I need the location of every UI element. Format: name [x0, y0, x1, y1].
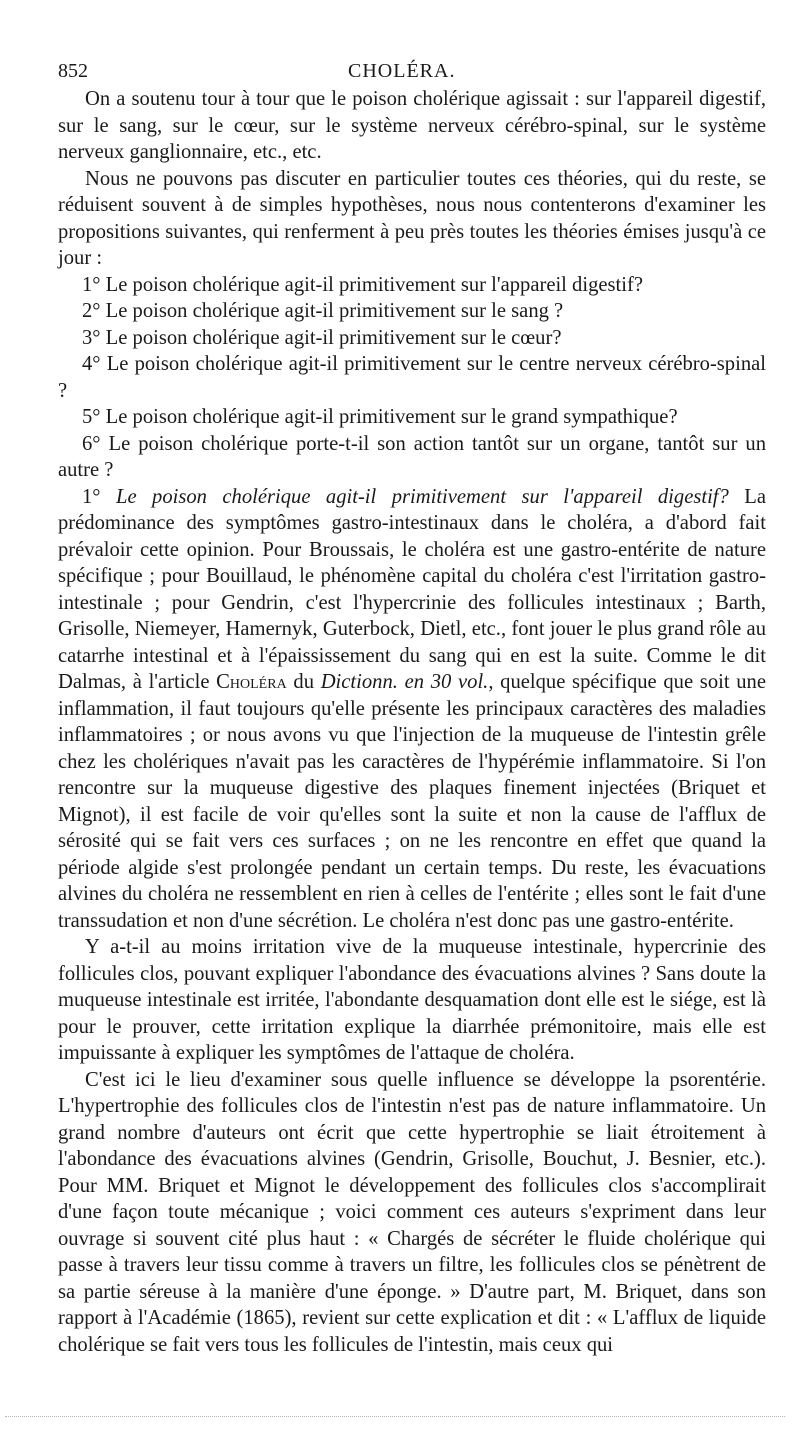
- article-name: Choléra: [216, 671, 287, 693]
- question-item: 2° Le poison cholérique agit-il primitivement sur le sang ?: [82, 300, 564, 322]
- book-page: [58, 56, 766, 1358]
- section-text: du: [293, 671, 314, 693]
- section-text: , quelque spécifique que soit une inflammation, il faut toujours qu'elle présente les principaux caractères des maladies inflammatoires ; or nous avons vu que l'injection de la muqueuse de l'intestin grêle chez les cholériques n'avait pas les caractères de l'hypérémie inflammatoire. Si l'on rencontre sur la muqueuse digestive des plaques finement injectées (Briquet et Mignot), il est facile de voir qu'elles sont la suite et non la cause de l'afflux de sérosité qui se fait vers ces surfaces ; on ne les rencontre en effet que quand la période algide s'est prolongée pendant un certain temps. Du reste, les évacuations alvines du choléra ne ressemblent en rien à celles de l'entérite ; elles sont le fait d'une transsudation et non d'une sécrétion. Le choléra n'est donc pas une gastro-entérite.: [58, 671, 766, 932]
- question-item: 6° Le poison cholérique porte-t-il son action tantôt sur un organe, tantôt sur un autre ?: [58, 432, 766, 481]
- page-header: [58, 56, 766, 86]
- paragraph: On a soutenu tour à tour que le poison cholérique agissait : sur l'appareil digestif, sur le sang, sur le cœur, sur le système nerveux cérébro-spinal, sur le système nerveux ganglionnaire, etc., etc.: [58, 88, 766, 163]
- page-bottom-edge: [5, 1416, 785, 1417]
- section-number: 1°: [82, 485, 101, 508]
- dictionary-title: Dictionn. en 30 vol.: [320, 671, 489, 693]
- page-number: 852: [58, 60, 88, 82]
- running-head: CHOLÉRA.: [348, 60, 456, 82]
- body-text: [58, 86, 766, 1358]
- question-item: 3° Le poison cholérique agit-il primitivement sur le cœur?: [82, 326, 562, 349]
- paragraph: C'est ici le lieu d'examiner sous quelle influence se développe la psorentérie. L'hypertrophie des follicules clos de l'intestin n'est pas de nature inflammatoire. Un grand nombre d'auteurs ont écrit que cette hypertrophie se liait étroitement à l'abondance des évacuations alvines (Gendrin, Grisolle, Bouchut, J. Besnier, etc.). Pour MM. Briquet et Mignot le développement des follicules clos s'accomplirait d'une façon toute mécanique ; voici comment ces auteurs s'expriment dans leur ouvrage si souvent cité plus haut : « Chargés de sécréter le fluide cholérique qui passe à travers leur tissu comme à travers un filtre, les follicules clos se pénètrent de sa partie séreuse à la manière d'une éponge. » D'autre part, M. Briquet, dans son rapport à l'Académie (1865), revient sur cette explication et dit : « L'afflux de liquide cholérique se fait vers tous les follicules de l'intestin, mais ceux qui: [58, 1068, 766, 1356]
- question-item: 5° Le poison cholérique agit-il primitivement sur le grand sympathique?: [82, 406, 678, 428]
- paragraph: Y a-t-il au moins irritation vive de la muqueuse intestinale, hypercrinie des follicules clos, pouvant expliquer l'abondance des évacuations alvines ? Sans doute la muqueuse intestinale est irritée, l'abondante desquamation dont elle est le siége, est là pour le prouver, cette irritation explique la diarrhée prémonitoire, mais elle est impuissante à expliquer les symptômes de l'attaque de choléra.: [58, 936, 766, 1064]
- section-text: La prédominance des symptômes gastro-intestinaux dans le choléra, a d'abord fait prévaloir cette opinion. Pour Broussais, le choléra est une gastro-entérite de nature spécifique ; pour Bouillaud, le phénomène capital du choléra c'est l'irritation gastro-intestinale ; pour Gendrin, c'est l'hypercrinie des follicules intestinaux ; Barth, Grisolle, Niemeyer, Hamernyk, Guterbock, Dietl, etc., font jouer le plus grand rôle au catarrhe intestinal et à l'épaississement du sang qui en est la suite. Comme le dit Dalmas, à l'article: [58, 485, 767, 693]
- section-paragraph: [58, 484, 766, 935]
- section-heading: Le poison cholérique agit-il primitivement sur l'appareil digestif?: [116, 485, 729, 508]
- paragraph: Nous ne pouvons pas discuter en particulier toutes ces théories, qui du reste, se réduisent souvent à de simples hypothèses, nous nous contenterons d'examiner les propositions suivantes, qui renferment à peu près toutes les théories émises jusqu'à ce jour :: [58, 167, 766, 269]
- question-item: 4° Le poison cholérique agit-il primitivement sur le centre nerveux cérébro-spinal ?: [58, 353, 766, 402]
- question-item: 1° Le poison cholérique agit-il primitivement sur l'appareil digestif?: [82, 273, 643, 296]
